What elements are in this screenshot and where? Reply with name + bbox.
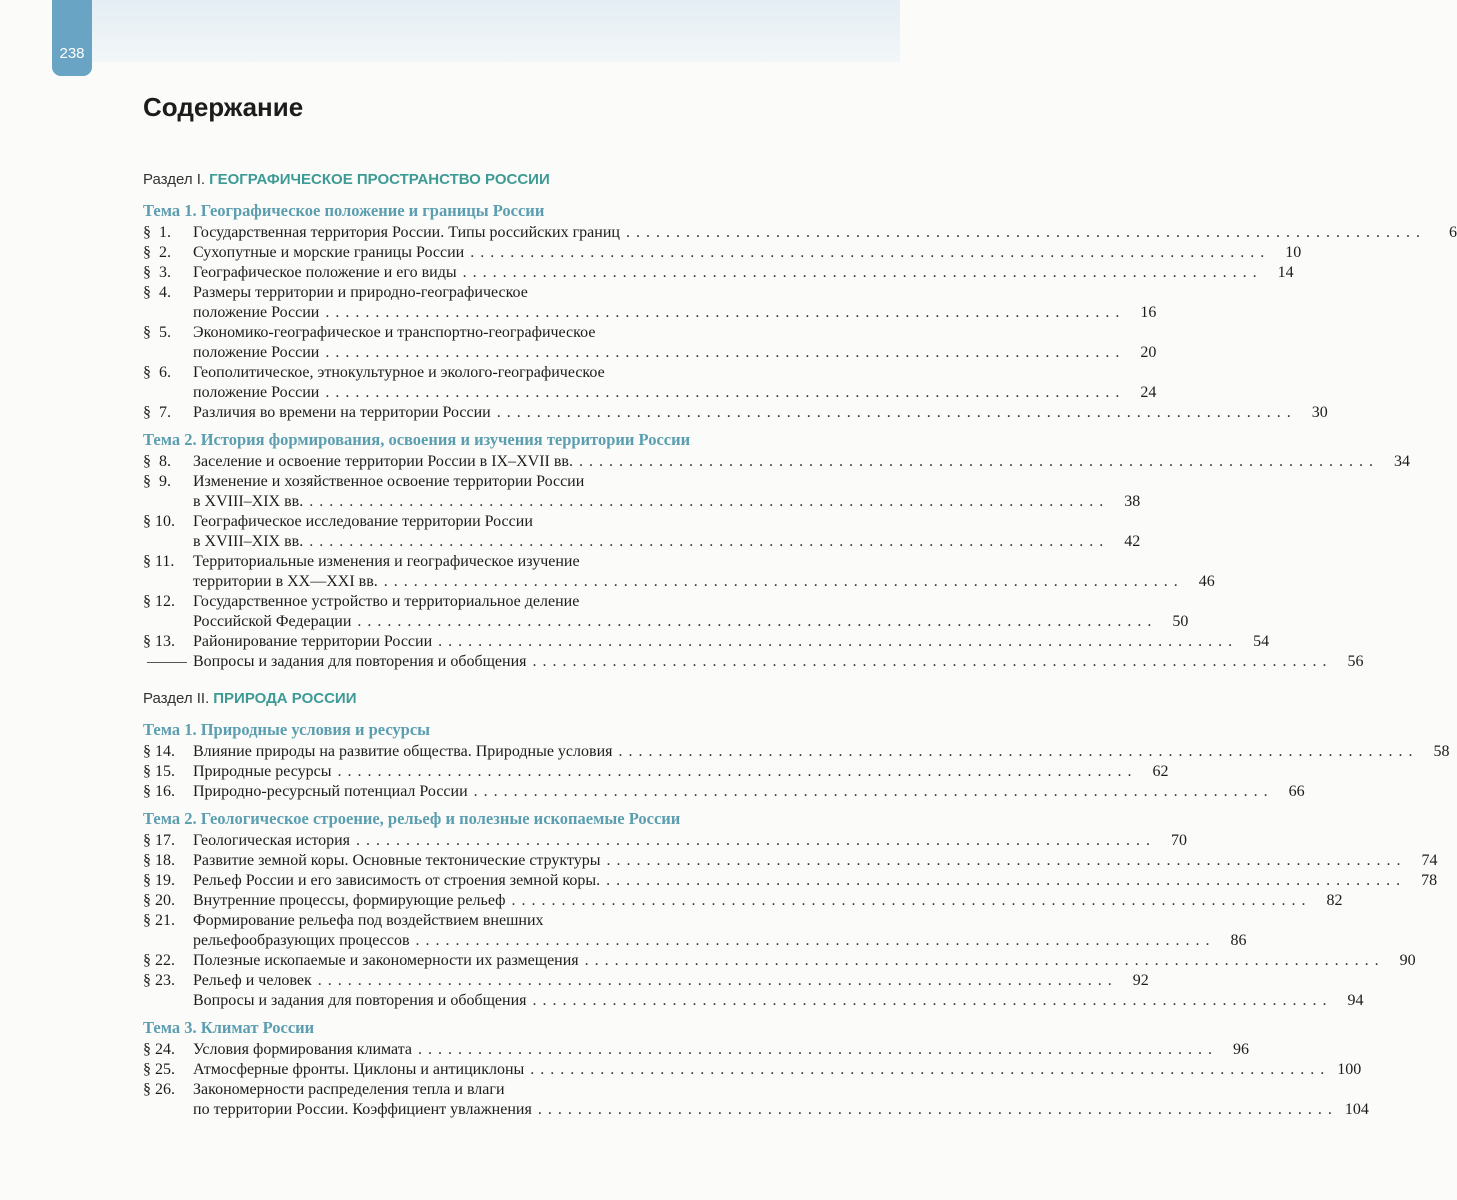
entry-last-line [193, 383, 1157, 403]
entry-text [193, 762, 1169, 782]
entry-title-line: Атмосферные фронты. Циклоны и антициклоны [193, 1061, 525, 1078]
entry-last-line [193, 1100, 1369, 1120]
page-title: Содержание [143, 92, 304, 122]
page-ref: 78 [1421, 872, 1438, 889]
entry-last-line [193, 652, 1364, 672]
topic-heading: Тема 2. История формирования, освоения и изучения территории России [143, 430, 691, 449]
entry-last-line [193, 303, 1157, 323]
entry-text [193, 403, 1328, 423]
entry-title-line: Географическое исследование территории России [193, 513, 533, 530]
toc-entry[interactable] [143, 632, 1270, 652]
entry-text [193, 991, 1364, 1011]
toc-entry[interactable] [143, 403, 1328, 423]
toc-entry[interactable] [143, 851, 1438, 871]
toc-entry[interactable] [143, 552, 1215, 592]
page-ref: 42 [1124, 533, 1141, 550]
page-ref: 54 [1253, 633, 1270, 650]
topic-heading: Тема 3. Климат России [143, 1018, 315, 1037]
section-heading [143, 166, 803, 194]
entry-title-line: Территориальные изменения и географическое изучение [193, 553, 580, 570]
toc-entry[interactable] [143, 742, 1450, 762]
section-label: Раздел II. [143, 690, 210, 707]
paragraph-number: § 3. [143, 264, 171, 281]
entry-title-line: Изменение и хозяйственное освоение территории России [193, 473, 585, 490]
toc-entry[interactable] [143, 871, 1438, 891]
topic-heading: Тема 1. Географическое положение и границы России [143, 201, 545, 220]
section-label: Раздел I. [143, 171, 206, 188]
page-header-band [92, 0, 900, 62]
paragraph-number [143, 991, 193, 1011]
entry-text [193, 1080, 1369, 1120]
toc-entry[interactable] [143, 323, 1157, 363]
paragraph-number: § 9. [143, 473, 171, 490]
entry-last-line [193, 851, 1438, 871]
page-number: 238 [59, 45, 85, 62]
topic-heading: Тема 2. Геологическое строение, рельеф и полезные ископаемые России [143, 809, 681, 828]
entry-title-line: Природные ресурсы [193, 763, 332, 780]
dot-leader: . . . . . . . . . . . . . . . . . . . . . . . . . . . . . . . . . . . . . . . . . . . . . . . . . . . . . . . . . . . . . . . . . . . . . . . . . . . . . . . . [511, 892, 1307, 909]
entry-title-line: в XVIII–XIX вв. [193, 533, 304, 550]
paragraph-number: § 7. [143, 404, 171, 421]
entry-title-line: Формирование рельефа под воздействием внешних [193, 912, 544, 929]
entry-text [193, 971, 1149, 991]
entry-last-line [193, 263, 1294, 283]
entry-title-line: Географическое положение и его виды [193, 264, 457, 281]
page-ref: 100 [1337, 1061, 1362, 1078]
toc-entry[interactable] [143, 911, 1247, 951]
entry-text [193, 831, 1188, 851]
entry-last-line [193, 223, 1457, 243]
entry-title-line: Закономерности распределения тепла и влаги [193, 1081, 505, 1098]
entry-text [193, 911, 1247, 951]
dot-leader: . . . . . . . . . . . . . . . . . . . . . . . . . . . . . . . . . . . . . . . . . . . . . . . . . . . . . . . . . . . . . . . . . . . . . . . . . . . . . . . . [438, 633, 1234, 650]
page-ref: 58 [1433, 743, 1450, 760]
toc-entry[interactable] [143, 1080, 1369, 1120]
toc-entry[interactable] [143, 891, 1343, 911]
paragraph-number: § 24. [143, 1041, 175, 1058]
page-ref: 90 [1399, 952, 1416, 969]
dot-leader: . . . . . . . . . . . . . . . . . . . . . . . . . . . . . . . . . . . . . . . . . . . . . . . . . . . . . . . . . . . . . . . . . . . . . . . . . . . . . . . . [578, 453, 1374, 470]
page-ref: 66 [1288, 783, 1305, 800]
entry-text [193, 1060, 1362, 1080]
entry-text [193, 452, 1410, 472]
page-ref: 10 [1285, 244, 1302, 261]
entry-last-line [193, 612, 1189, 632]
entry-title-line: в XVIII–XIX вв. [193, 493, 304, 510]
toc-entry[interactable] [143, 971, 1149, 991]
toc-entry[interactable] [143, 243, 1302, 263]
page-ref: 86 [1230, 932, 1247, 949]
page-ref: 20 [1140, 344, 1157, 361]
entry-text [193, 472, 1141, 512]
entry-last-line [193, 343, 1157, 363]
page-ref: 70 [1171, 832, 1188, 849]
toc-entry[interactable] [143, 1060, 1362, 1080]
entry-text [193, 1040, 1250, 1060]
dot-leader: . . . . . . . . . . . . . . . . . . . . . . . . . . . . . . . . . . . . . . . . . . . . . . . . . . . . . . . . . . . . . . . . . . . . . . . . . . . . . . . . [317, 972, 1113, 989]
page-ref: 92 [1132, 972, 1149, 989]
toc-entry[interactable] [143, 991, 1364, 1011]
page-ref: 24 [1140, 384, 1157, 401]
entry-last-line [193, 492, 1141, 512]
entry-title-line: Российской Федерации [193, 613, 352, 630]
entry-title-line: положение России [193, 304, 320, 321]
entry-text [193, 851, 1438, 871]
entry-text [193, 891, 1343, 911]
dot-leader: . . . . . . . . . . . . . . . . . . . . . . . . . . . . . . . . . . . . . . . . . . . . . . . . . . . . . . . . . . . . . . . . . . . . . . . . . . . . . . . . [470, 244, 1266, 261]
dot-leader: . . . . . . . . . . . . . . . . . . . . . . . . . . . . . . . . . . . . . . . . . . . . . . . . . . . . . . . . . . . . . . . . . . . . . . . . . . . . . . . . [496, 404, 1292, 421]
paragraph-number: § 19. [143, 872, 175, 889]
entry-title-line: Геологическая история [193, 832, 351, 849]
toc-entry[interactable] [143, 652, 1364, 672]
entry-title-line: Природно-ресурсный потенциал России [193, 783, 468, 800]
entry-last-line [193, 572, 1215, 592]
page-ref: 38 [1124, 493, 1141, 510]
toc-entry[interactable] [143, 263, 1294, 283]
entry-title-line: рельефообразующих процессов [193, 932, 410, 949]
entry-title-line: положение России [193, 384, 320, 401]
entry-last-line [193, 632, 1270, 652]
dot-leader: . . . . . . . . . . . . . . . . . . . . . . . . . . . . . . . . . . . . . . . . . . . . . . . . . . . . . . . . . . . . . . . . . . . . . . . . . . . . . . . . [618, 743, 1414, 760]
dot-leader: . . . . . . . . . . . . . . . . . . . . . . . . . . . . . . . . . . . . . . . . . . . . . . . . . . . . . . . . . . . . . . . . . . . . . . . . . . . . . . . . [309, 533, 1105, 550]
entry-text [193, 263, 1294, 283]
paragraph-number: § 25. [143, 1061, 175, 1078]
entry-title-line: Районирование территории России [193, 633, 433, 650]
dot-leader: . . . . . . . . . . . . . . . . . . . . . . . . . . . . . . . . . . . . . . . . . . . . . . . . . . . . . . . . . . . . . . . . . . . . . . . . . . . . . . . . [325, 304, 1121, 321]
toc-entry[interactable] [143, 1040, 1250, 1060]
page-ref: 56 [1347, 653, 1364, 670]
toc-entry[interactable] [143, 472, 1141, 512]
entry-last-line [193, 243, 1302, 263]
paragraph-number: § 6. [143, 364, 171, 381]
toc-entry[interactable] [143, 831, 1188, 851]
dot-leader: . . . . . . . . . . . . . . . . . . . . . . . . . . . . . . . . . . . . . . . . . . . . . . . . . . . . . . . . . . . . . . . . . . . . . . . . . . . . . . . . [606, 852, 1402, 869]
entry-title-line: Условия формирования климата [193, 1041, 413, 1058]
paragraph-number: § 16. [143, 783, 175, 800]
dot-leader: . . . . . . . . . . . . . . . . . . . . . . . . . . . . . . . . . . . . . . . . . . . . . . . . . . . . . . . . . . . . . . . . . . . . . . . . . . . . . . . . [532, 653, 1328, 670]
paragraph-number: § 23. [143, 972, 175, 989]
page-ref: 50 [1172, 613, 1189, 630]
entry-title-line: Внутренние процессы, формирующие рельеф [193, 892, 506, 909]
entry-title-line: Рельеф России и его зависимость от строения земной коры. [193, 872, 601, 889]
topic-heading: Тема 1. Природные условия и ресурсы [143, 720, 431, 739]
entry-title-line: Вопросы и задания для повторения и обобщения [193, 653, 527, 670]
dot-leader: . . . . . . . . . . . . . . . . . . . . . . . . . . . . . . . . . . . . . . . . . . . . . . . . . . . . . . . . . . . . . . . . . . . . . . . . . . . . . . . . [418, 1041, 1214, 1058]
section-gap [143, 672, 803, 685]
dot-leader: . . . . . . . . . . . . . . . . . . . . . . . . . . . . . . . . . . . . . . . . . . . . . . . . . . . . . . . . . . . . . . . . . . . . . . . . . . . . . . . . [357, 613, 1153, 630]
entry-last-line [193, 931, 1247, 951]
entry-text [193, 592, 1189, 632]
entry-title-line: Рельеф и человек [193, 972, 312, 989]
paragraph-number: § 4. [143, 284, 171, 301]
entry-last-line [193, 1060, 1362, 1080]
toc-entry[interactable] [143, 512, 1141, 552]
page-ref: 82 [1326, 892, 1343, 909]
entry-text [193, 552, 1215, 592]
entry-text [193, 742, 1450, 762]
entry-last-line [193, 403, 1328, 423]
entry-last-line [193, 871, 1438, 891]
entry-text [193, 283, 1157, 323]
page-ref: 30 [1311, 404, 1328, 421]
entry-title-line: Экономико-географическое и транспортно-географическое [193, 324, 596, 341]
entry-text [193, 363, 1157, 403]
page-ref: 96 [1233, 1041, 1250, 1058]
entry-title-line: Сухопутные и морские границы России [193, 244, 465, 261]
entry-title-line: Различия во времени на территории России [193, 404, 491, 421]
dot-leader: . . . . . . . . . . . . . . . . . . . . . . . . . . . . . . . . . . . . . . . . . . . . . . . . . . . . . . . . . . . . . . . . . . . . . . . . . . . . . . . . [309, 493, 1105, 510]
paragraph-number: § 15. [143, 763, 175, 780]
entry-last-line [193, 991, 1364, 1011]
entry-last-line [193, 831, 1188, 851]
entry-title-line: Полезные ископаемые и закономерности их размещения [193, 952, 579, 969]
dot-leader: . . . . . . . . . . . . . . . . . . . . . . . . . . . . . . . . . . . . . . . . . . . . . . . . . . . . . . . . . . . . . . . . . . . . . . . . . . . . . . . . [337, 763, 1133, 780]
page-ref: 16 [1140, 304, 1157, 321]
page-ref: 62 [1152, 763, 1169, 780]
entry-text [193, 243, 1302, 263]
entry-title-line: Развитие земной коры. Основные тектонические структуры [193, 852, 601, 869]
toc-entry[interactable] [143, 223, 1457, 243]
paragraph-number: § 21. [143, 912, 175, 929]
dot-leader: . . . . . . . . . . . . . . . . . . . . . . . . . . . . . . . . . . . . . . . . . . . . . . . . . . . . . . . . . . . . . . . . . . . . . . . . . . . . . . . . [584, 952, 1380, 969]
entry-title-line: Размеры территории и природно-географическое [193, 284, 528, 301]
entry-title-line: Геополитическое, этнокультурное и эколого-географическое [193, 364, 605, 381]
paragraph-number: § 2. [143, 244, 171, 261]
dot-leader: . . . . . . . . . . . . . . . . . . . . . . . . . . . . . . . . . . . . . . . . . . . . . . . . . . . . . . . . . . . . . . . . . . . . . . . . . . . . . . . . [625, 224, 1421, 241]
dot-leader: . . . . . . . . . . . . . . . . . . . . . . . . . . . . . . . . . . . . . . . . . . . . . . . . . . . . . . . . . . . . . . . . . . . . . . . . . . . . . . . . [383, 573, 1179, 590]
table-of-contents [143, 166, 1457, 1120]
dot-leader: . . . . . . . . . . . . . . . . . . . . . . . . . . . . . . . . . . . . . . . . . . . . . . . . . . . . . . . . . . . . . . . . . . . . . . . . . . . . . . . . [532, 992, 1328, 1009]
entry-title-line: по территории России. Коэффициент увлажнения [193, 1101, 532, 1118]
entry-title-line: Государственная территория России. Типы российских границ [193, 224, 620, 241]
entry-text [193, 871, 1438, 891]
paragraph-number: § 26. [143, 1081, 175, 1098]
page-ref: 94 [1347, 992, 1364, 1009]
page-ref: 74 [1421, 852, 1438, 869]
paragraph-number [143, 652, 193, 672]
toc-entry[interactable] [143, 782, 1305, 802]
toc-entry[interactable] [143, 592, 1189, 632]
paragraph-number: § 12. [143, 593, 175, 610]
dot-leader: . . . . . . . . . . . . . . . . . . . . . . . . . . . . . . . . . . . . . . . . . . . . . . . . . . . . . . . . . . . . . . . . . . . . . . . . . . . . . . . . [356, 832, 1152, 849]
dot-leader: . . . . . . . . . . . . . . . . . . . . . . . . . . . . . . . . . . . . . . . . . . . . . . . . . . . . . . . . . . . . . . . . . . . . . . . . . . . . . . . . [325, 344, 1121, 361]
toc-entry[interactable] [143, 363, 1157, 403]
page-ref: 14 [1277, 264, 1294, 281]
dot-leader: . . . . . . . . . . . . . . . . . . . . . . . . . . . . . . . . . . . . . . . . . . . . . . . . . . . . . . . . . . . . . . . . . . . . . . . . . . . . . . . . [530, 1061, 1326, 1078]
paragraph-number: § 20. [143, 892, 175, 909]
toc-entry[interactable] [143, 452, 1410, 472]
entry-last-line [193, 951, 1416, 971]
entry-last-line [193, 742, 1450, 762]
dot-leader: . . . . . . . . . . . . . . . . . . . . . . . . . . . . . . . . . . . . . . . . . . . . . . . . . . . . . . . . . . . . . . . . . . . . . . . . . . . . . . . . [606, 872, 1402, 889]
page-number-tab [52, 0, 92, 76]
paragraph-number: § 13. [143, 633, 175, 650]
toc-entry[interactable] [143, 283, 1157, 323]
entry-title-line: Вопросы и задания для повторения и обобщения [193, 992, 527, 1009]
paragraph-number: § 10. [143, 513, 175, 530]
entry-text [193, 512, 1141, 552]
dot-leader: . . . . . . . . . . . . . . . . . . . . . . . . . . . . . . . . . . . . . . . . . . . . . . . . . . . . . . . . . . . . . . . . . . . . . . . . . . . . . . . . [537, 1101, 1333, 1118]
entry-text [193, 323, 1157, 363]
page-ref: 104 [1344, 1101, 1369, 1118]
toc-entry[interactable] [143, 951, 1416, 971]
paragraph-number: § 1. [143, 224, 171, 241]
entry-title-line: Влияние природы на развитие общества. Природные условия [193, 743, 613, 760]
entry-text [193, 632, 1270, 652]
page-ref: 46 [1198, 573, 1215, 590]
entry-last-line [193, 1040, 1250, 1060]
entry-last-line [193, 971, 1149, 991]
paragraph-number: § 11. [143, 553, 175, 570]
paragraph-number: § 18. [143, 852, 175, 869]
page-ref: 6 [1448, 224, 1457, 241]
section-name: ПРИРОДА РОССИИ [213, 690, 357, 707]
paragraph-number: § 5. [143, 324, 171, 341]
page-ref: 34 [1393, 453, 1410, 470]
paragraph-number: § 8. [143, 453, 171, 470]
section-name: ГЕОГРАФИЧЕСКОЕ ПРОСТРАНСТВО РОССИИ [209, 171, 550, 188]
dot-leader: . . . . . . . . . . . . . . . . . . . . . . . . . . . . . . . . . . . . . . . . . . . . . . . . . . . . . . . . . . . . . . . . . . . . . . . . . . . . . . . . [415, 932, 1211, 949]
paragraph-number: § 14. [143, 743, 175, 760]
entry-text [193, 951, 1416, 971]
entry-text [193, 782, 1305, 802]
entry-last-line [193, 782, 1305, 802]
section-heading [143, 685, 803, 713]
entry-last-line [193, 891, 1343, 911]
entry-title-line: положение России [193, 344, 320, 361]
entry-text [193, 223, 1457, 243]
dot-leader: . . . . . . . . . . . . . . . . . . . . . . . . . . . . . . . . . . . . . . . . . . . . . . . . . . . . . . . . . . . . . . . . . . . . . . . . . . . . . . . . [462, 264, 1258, 281]
dot-leader: . . . . . . . . . . . . . . . . . . . . . . . . . . . . . . . . . . . . . . . . . . . . . . . . . . . . . . . . . . . . . . . . . . . . . . . . . . . . . . . . [473, 783, 1269, 800]
paragraph-number: § 22. [143, 952, 175, 969]
entry-last-line [193, 452, 1410, 472]
paragraph-number: § 17. [143, 832, 175, 849]
entry-text [193, 652, 1364, 672]
entry-last-line [193, 762, 1169, 782]
entry-title-line: территории в XX—XXI вв. [193, 573, 378, 590]
toc-entry[interactable] [143, 762, 1169, 782]
dot-leader: . . . . . . . . . . . . . . . . . . . . . . . . . . . . . . . . . . . . . . . . . . . . . . . . . . . . . . . . . . . . . . . . . . . . . . . . . . . . . . . . [325, 384, 1121, 401]
entry-title-line: Заселение и освоение территории России в IX–XVII вв. [193, 453, 573, 470]
entry-last-line [193, 532, 1141, 552]
entry-title-line: Государственное устройство и территориальное деление [193, 593, 580, 610]
